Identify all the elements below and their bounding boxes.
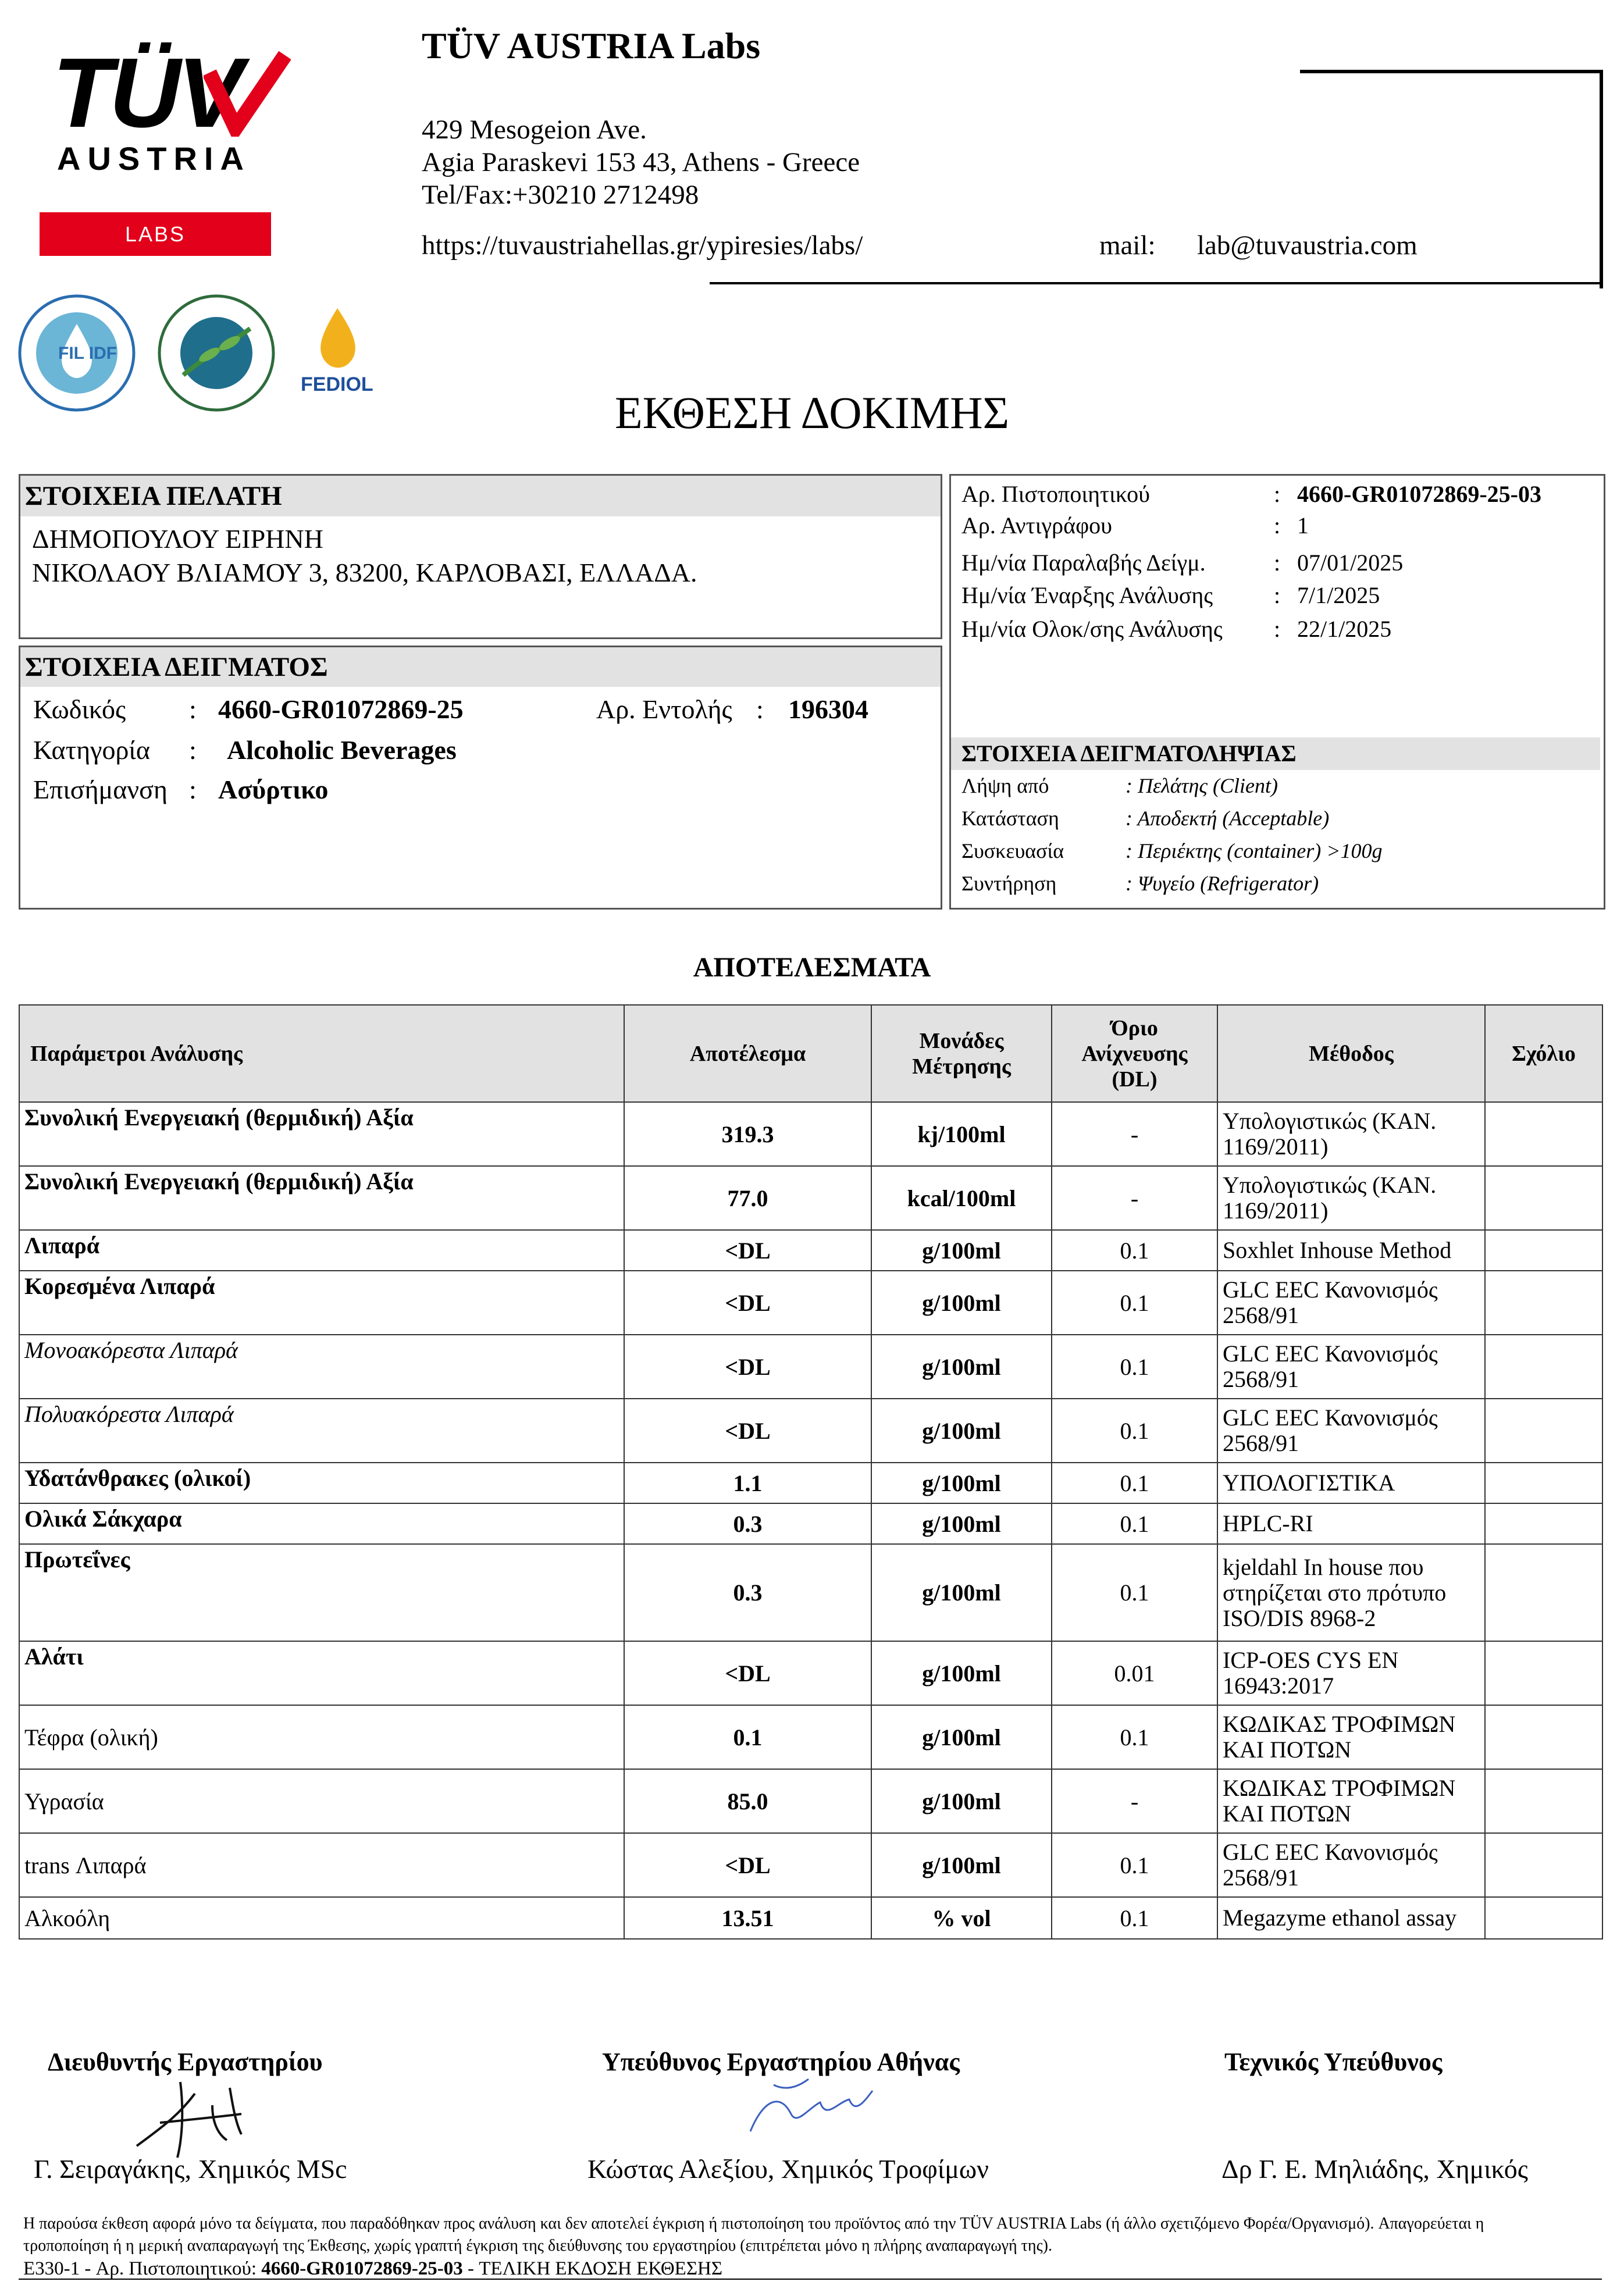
footer-form-code: E330-1 - Αρ. Πιστοποιητικού: bbox=[23, 2258, 257, 2279]
table-row bbox=[19, 1641, 1602, 1705]
sampling-section-title: ΣΤΟΙΧΕΙΑ ΔΕΙΓΜΑΤΟΛΗΨΙΑΣ bbox=[951, 737, 1600, 770]
result-method: kjeldahl In house που στηρίζεται στο πρότυπο ISO/DIS 8968-2 bbox=[1217, 1544, 1485, 1641]
result-dl: 0.1 bbox=[1052, 1544, 1217, 1641]
certificate-box bbox=[949, 474, 1605, 910]
sample-category-label: Κατηγορία bbox=[33, 735, 150, 765]
result-comment bbox=[1485, 1705, 1602, 1769]
result-value: 13.51 bbox=[624, 1897, 871, 1939]
cert-value-3: 7/1/2025 bbox=[1297, 582, 1380, 608]
result-units: g/100ml bbox=[871, 1544, 1052, 1641]
signature-title-athens: Υπεύθυνος Εργαστηρίου Αθήνας bbox=[602, 2048, 960, 2076]
header-divider bbox=[710, 282, 1603, 284]
result-method: Megazyme ethanol assay bbox=[1217, 1897, 1485, 1939]
sample-marking-label: Επισήμανση bbox=[33, 775, 168, 804]
table-row bbox=[19, 1833, 1602, 1897]
header-comment: Σχόλιο bbox=[1485, 1005, 1602, 1102]
table-row bbox=[19, 1769, 1602, 1833]
cert-label-1: Αρ. Αντιγράφου bbox=[961, 512, 1112, 539]
sample-order-colon: : bbox=[756, 694, 764, 724]
result-parameter: Αλκοόλη bbox=[19, 1897, 624, 1939]
table-row bbox=[19, 1166, 1602, 1230]
result-dl: 0.1 bbox=[1052, 1503, 1217, 1544]
signature-director-handwriting bbox=[125, 2070, 276, 2163]
signature-name-technical: Δρ Γ. Ε. Μηλιάδης, Χημικός bbox=[1221, 2154, 1529, 2184]
signature-name-athens: Κώστας Αλεξίου, Χημικός Τροφίμων bbox=[587, 2154, 989, 2184]
table-row bbox=[19, 1463, 1602, 1503]
result-value: 0.3 bbox=[624, 1544, 871, 1641]
logo-labs-bar bbox=[40, 212, 271, 256]
sampling-value-2: : Περιέκτης (container) >100g bbox=[1126, 839, 1383, 862]
result-method: ΥΠΟΛΟΓΙΣΤΙΚΑ bbox=[1217, 1463, 1485, 1503]
header-method: Μέθοδος bbox=[1217, 1005, 1485, 1102]
result-units: g/100ml bbox=[871, 1641, 1052, 1705]
result-parameter: Ολικά Σάκχαρα bbox=[19, 1503, 624, 1544]
cert-value-0: 4660-GR01072869-25-03 bbox=[1297, 481, 1541, 507]
result-method: GLC EEC Κανονισμός 2568/91 bbox=[1217, 1335, 1485, 1399]
result-comment bbox=[1485, 1769, 1602, 1833]
sampling-value-0: : Πελάτης (Client) bbox=[1126, 774, 1278, 797]
result-method: Υπολογιστικώς (ΚΑΝ. 1169/2011) bbox=[1217, 1166, 1485, 1230]
tuv-logo bbox=[35, 32, 279, 265]
disclaimer-line-2: τροποποίηση ή η μερική αναπαραγωγή της Έκθεσης, χωρίς γραπτή έγκριση της διεύθυνσης του εργαστηρίου (επιτρέπεται μόνο η πλήρης αναπαραγωγή της). bbox=[23, 2237, 1052, 2255]
result-comment bbox=[1485, 1230, 1602, 1271]
result-value: <DL bbox=[624, 1271, 871, 1335]
results-title: ΑΠΟΤΕΛΕΣΜΑΤΑ bbox=[693, 952, 931, 983]
signature-title-director: Διευθυντής Εργαστηρίου bbox=[48, 2048, 323, 2076]
result-value: <DL bbox=[624, 1833, 871, 1897]
result-units: % vol bbox=[871, 1897, 1052, 1939]
result-value: <DL bbox=[624, 1399, 871, 1463]
result-comment bbox=[1485, 1641, 1602, 1705]
cert-colon-1: : bbox=[1274, 512, 1281, 539]
phone: Tel/Fax:+30210 2712498 bbox=[422, 180, 699, 210]
result-method: ΚΩΔΙΚΑΣ ΤΡΟΦΙΜΩΝ ΚΑΙ ΠΟΤΩΝ bbox=[1217, 1705, 1485, 1769]
result-dl: 0.1 bbox=[1052, 1833, 1217, 1897]
sample-code-value: 4660-GR01072869-25 bbox=[218, 694, 464, 724]
result-comment bbox=[1485, 1833, 1602, 1897]
cert-value-1: 1 bbox=[1297, 512, 1309, 539]
cert-colon-4: : bbox=[1274, 616, 1281, 642]
cert-label-0: Αρ. Πιστοποιητικού bbox=[961, 481, 1150, 507]
result-comment bbox=[1485, 1399, 1602, 1463]
result-dl: 0.1 bbox=[1052, 1399, 1217, 1463]
logo-brand-austria: AUSTRIA bbox=[57, 140, 251, 177]
fil-idf-text: FIL IDF bbox=[58, 344, 117, 363]
cert-label-3: Ημ/νία Έναρξης Ανάλυσης bbox=[961, 582, 1213, 608]
table-row bbox=[19, 1102, 1602, 1166]
result-parameter: Κορεσμένα Λιπαρά bbox=[19, 1271, 624, 1335]
result-value: 0.3 bbox=[624, 1503, 871, 1544]
result-comment bbox=[1485, 1897, 1602, 1939]
header-units: Μονάδες Μέτρησης bbox=[871, 1005, 1052, 1102]
table-row bbox=[19, 1271, 1602, 1335]
client-box bbox=[19, 474, 942, 639]
footer-final-label: - ΤΕΛΙΚΗ ΕΚΔΟΣΗ ΕΚΘΕΣΗΣ bbox=[468, 2258, 723, 2279]
fediol-logo-icon bbox=[300, 302, 375, 395]
sampling-value-3: : Ψυγείο (Refrigerator) bbox=[1126, 872, 1319, 895]
result-method: HPLC-RI bbox=[1217, 1503, 1485, 1544]
result-units: g/100ml bbox=[871, 1463, 1052, 1503]
result-parameter: Τέφρα (ολική) bbox=[19, 1705, 624, 1769]
sample-category-colon: : bbox=[189, 735, 197, 765]
result-dl: - bbox=[1052, 1769, 1217, 1833]
result-parameter: Συνολική Ενεργειακή (θερμιδική) Αξία bbox=[19, 1166, 624, 1230]
disclaimer-line-1: Η παρούσα έκθεση αφορά μόνο τα δείγματα, που παραδόθηκαν προς ανάλυση και δεν αποτελεί έγκριση ή πιστοποίηση του προϊόντος από την TÜV AUSTRIA Labs (ή άλλο σχετιζόμενο Φορέα/Οργανισμό). Απαγορεύεται η bbox=[23, 2215, 1484, 2233]
result-comment bbox=[1485, 1463, 1602, 1503]
result-method: GLC EEC Κανονισμός 2568/91 bbox=[1217, 1399, 1485, 1463]
result-dl: 0.1 bbox=[1052, 1271, 1217, 1335]
result-method: GLC EEC Κανονισμός 2568/91 bbox=[1217, 1833, 1485, 1897]
result-method: Soxhlet Inhouse Method bbox=[1217, 1230, 1485, 1271]
footer-divider bbox=[19, 2279, 1602, 2280]
table-row bbox=[19, 1230, 1602, 1271]
header-parameter: Παράμετροι Ανάλυσης bbox=[19, 1005, 624, 1102]
signature-name-director: Γ. Σειραγάκης, Χημικός MSc bbox=[34, 2154, 347, 2184]
result-dl: - bbox=[1052, 1102, 1217, 1166]
result-dl: 0.1 bbox=[1052, 1230, 1217, 1271]
sample-code-label: Κωδικός bbox=[33, 694, 126, 724]
sampling-value-0-text: Πελάτης (Client) bbox=[1138, 774, 1278, 797]
result-units: g/100ml bbox=[871, 1503, 1052, 1544]
sampling-label-1: Κατάσταση bbox=[961, 807, 1059, 830]
result-value: 319.3 bbox=[624, 1102, 871, 1166]
sample-code-colon: : bbox=[189, 694, 197, 724]
table-row bbox=[19, 1705, 1602, 1769]
result-parameter: Υδατάνθρακες (ολικοί) bbox=[19, 1463, 624, 1503]
sampling-value-3-text: Ψυγείο (Refrigerator) bbox=[1138, 872, 1319, 895]
result-units: g/100ml bbox=[871, 1271, 1052, 1335]
sampling-value-2-text: Περιέκτης (container) >100g bbox=[1138, 839, 1383, 862]
sample-order-value: 196304 bbox=[788, 694, 868, 724]
result-comment bbox=[1485, 1271, 1602, 1335]
result-units: g/100ml bbox=[871, 1335, 1052, 1399]
result-comment bbox=[1485, 1102, 1602, 1166]
result-units: kj/100ml bbox=[871, 1102, 1052, 1166]
result-method: ΚΩΔΙΚΑΣ ΤΡΟΦΙΜΩΝ ΚΑΙ ΠΟΤΩΝ bbox=[1217, 1769, 1485, 1833]
result-dl: 0.1 bbox=[1052, 1897, 1217, 1939]
document-title: ΕΚΘΕΣΗ ΔΟΚΙΜΗΣ bbox=[615, 387, 1009, 438]
address-line-2: Agia Paraskevi 153 43, Athens - Greece bbox=[422, 147, 860, 177]
table-row bbox=[19, 1335, 1602, 1399]
sampling-value-1-text: Αποδεκτή (Acceptable) bbox=[1137, 807, 1330, 830]
cert-value-2: 07/01/2025 bbox=[1297, 550, 1404, 576]
results-table bbox=[19, 1004, 1603, 1940]
result-parameter: Μονοακόρεστα Λιπαρά bbox=[19, 1335, 624, 1399]
sample-order-label: Αρ. Εντολής bbox=[596, 694, 732, 724]
result-parameter: Πολυακόρεστα Λιπαρά bbox=[19, 1399, 624, 1463]
result-units: g/100ml bbox=[871, 1769, 1052, 1833]
result-units: g/100ml bbox=[871, 1230, 1052, 1271]
mail-link[interactable]: lab@tuvaustria.com bbox=[1197, 230, 1418, 261]
cert-value-4: 22/1/2025 bbox=[1297, 616, 1392, 642]
client-name: ΔΗΜΟΠΟΥΛΟΥ ΕΙΡΗΝΗ bbox=[32, 524, 323, 554]
result-value: 0.1 bbox=[624, 1705, 871, 1769]
mail-label: mail: bbox=[1099, 230, 1156, 261]
result-value: 85.0 bbox=[624, 1769, 871, 1833]
result-dl: 0.1 bbox=[1052, 1463, 1217, 1503]
header-result: Αποτέλεσμα bbox=[624, 1005, 871, 1102]
cert-colon-3: : bbox=[1274, 582, 1281, 608]
result-parameter: trans Λιπαρά bbox=[19, 1833, 624, 1897]
logo-check-icon bbox=[204, 49, 291, 137]
result-value: <DL bbox=[624, 1335, 871, 1399]
sample-box bbox=[19, 646, 942, 910]
result-dl: 0.1 bbox=[1052, 1335, 1217, 1399]
client-address: ΝΙΚΟΛΑΟΥ ΒΛΙΑΜΟΥ 3, 83200, ΚΑΡΛΟΒΑΣΙ, ΕΛΛΑΔΑ. bbox=[32, 558, 697, 587]
table-row bbox=[19, 1503, 1602, 1544]
website-link[interactable]: https://tuvaustriahellas.gr/ypiresies/labs/ bbox=[422, 230, 863, 261]
sample-category-value: Alcoholic Beverages bbox=[227, 735, 457, 765]
result-dl: 0.1 bbox=[1052, 1705, 1217, 1769]
result-dl: - bbox=[1052, 1166, 1217, 1230]
result-comment bbox=[1485, 1544, 1602, 1641]
result-method: ICP-OES CYS EN 16943:2017 bbox=[1217, 1641, 1485, 1705]
result-parameter: Υγρασία bbox=[19, 1769, 624, 1833]
fediol-text: FEDIOL bbox=[301, 373, 373, 395]
cert-label-2: Ημ/νία Παραλαβής Δείγμ. bbox=[961, 550, 1206, 576]
result-parameter: Λιπαρά bbox=[19, 1230, 624, 1271]
result-parameter: Συνολική Ενεργειακή (θερμιδική) Αξία bbox=[19, 1102, 624, 1166]
result-value: <DL bbox=[624, 1230, 871, 1271]
results-header-row bbox=[19, 1005, 1602, 1102]
table-row bbox=[19, 1897, 1602, 1939]
cert-colon-0: : bbox=[1274, 481, 1281, 507]
result-comment bbox=[1485, 1166, 1602, 1230]
client-section-title: ΣΤΟΙΧΕΙΑ ΠΕΛΑΤΗ bbox=[20, 476, 941, 516]
sampling-label-0: Λήψη από bbox=[961, 774, 1049, 797]
result-units: kcal/100ml bbox=[871, 1166, 1052, 1230]
result-parameter: Αλάτι bbox=[19, 1641, 624, 1705]
result-dl: 0.01 bbox=[1052, 1641, 1217, 1705]
sample-marking-colon: : bbox=[189, 775, 197, 804]
sample-section-title: ΣΤΟΙΧΕΙΑ ΔΕΙΓΜΑΤΟΣ bbox=[20, 647, 941, 687]
logo-brand-tuv: TÜV bbox=[52, 38, 240, 148]
logo-labs-text: LABS bbox=[124, 222, 186, 246]
cert-colon-2: : bbox=[1274, 550, 1281, 576]
header-dl: Όριο Ανίχνευσης (DL) bbox=[1052, 1005, 1217, 1102]
sampling-label-2: Συσκευασία bbox=[961, 839, 1064, 862]
result-value: <DL bbox=[624, 1641, 871, 1705]
cert-label-4: Ημ/νία Ολοκ/σης Ανάλυσης bbox=[961, 616, 1223, 642]
result-units: g/100ml bbox=[871, 1399, 1052, 1463]
header-frame bbox=[1300, 70, 1603, 288]
sample-marking-value: Ασύρτικο bbox=[218, 775, 329, 804]
result-value: 1.1 bbox=[624, 1463, 871, 1503]
result-units: g/100ml bbox=[871, 1705, 1052, 1769]
result-method: GLC EEC Κανονισμός 2568/91 bbox=[1217, 1271, 1485, 1335]
sampling-value-1: : Αποδεκτή (Acceptable) bbox=[1126, 807, 1330, 830]
result-parameter: Πρωτεΐνες bbox=[19, 1544, 624, 1641]
table-row bbox=[19, 1399, 1602, 1463]
lab-name: TÜV AUSTRIA Labs bbox=[422, 25, 761, 66]
table-row bbox=[19, 1544, 1602, 1641]
result-value: 77.0 bbox=[624, 1166, 871, 1230]
footer-certificate-number: 4660-GR01072869-25-03 bbox=[261, 2258, 463, 2279]
result-comment bbox=[1485, 1503, 1602, 1544]
sampling-label-3: Συντήρηση bbox=[961, 872, 1057, 895]
result-method: Υπολογιστικώς (ΚΑΝ. 1169/2011) bbox=[1217, 1102, 1485, 1166]
address-line-1: 429 Mesogeion Ave. bbox=[422, 115, 647, 145]
signature-title-technical: Τεχνικός Υπεύθυνος bbox=[1224, 2048, 1443, 2076]
footer-certificate-line bbox=[23, 2258, 722, 2280]
signature-athens-handwriting bbox=[739, 2067, 890, 2155]
result-units: g/100ml bbox=[871, 1833, 1052, 1897]
result-comment bbox=[1485, 1335, 1602, 1399]
